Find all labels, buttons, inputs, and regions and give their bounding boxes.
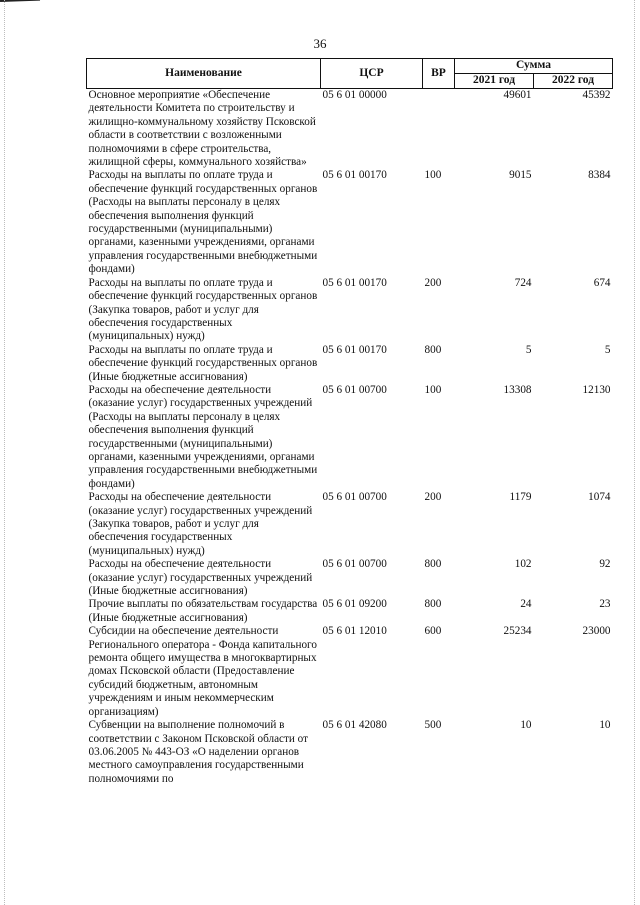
- header-sum: Сумма: [455, 59, 613, 74]
- row-name: Субвенции на выполнение полномочий в соответствии с Законом Псковской области от 03.06.2005 № 443-ОЗ «О наделении органов местного самоуправления государственными полномочиями по: [88, 719, 309, 785]
- scan-left-edge: [4, 0, 6, 905]
- row-vr: 500: [424, 719, 442, 732]
- header-year-2021: 2021 год: [455, 74, 534, 89]
- row-vr: 800: [424, 558, 442, 571]
- row-amount-2022: 674: [593, 276, 611, 289]
- table-row: [87, 89, 613, 170]
- header-csr: ЦСР: [321, 59, 423, 89]
- row-vr: [423, 89, 455, 170]
- row-csr: 05 6 01 00700: [322, 383, 387, 396]
- header-year-2022: 2022 год: [534, 74, 613, 89]
- row-vr: 600: [424, 625, 442, 638]
- table-row: [87, 169, 613, 276]
- row-amount-2022: 8384: [588, 169, 611, 182]
- row-amount-2022: 12130: [582, 383, 611, 396]
- row-csr: 05 6 01 00000: [322, 89, 387, 101]
- row-csr: 05 6 01 00170: [322, 169, 387, 182]
- row-amount-2022: 10: [599, 719, 611, 732]
- row-csr: 05 6 01 12010: [322, 625, 387, 638]
- row-amount-2021: 102: [514, 558, 532, 571]
- row-name: Расходы на выплаты по оплате труда и обеспечение функций государственных органов (Закупка товаров, работ и услуг для обеспечения государственных (муниципальных) нужд): [88, 276, 318, 343]
- page-number: 36: [313, 36, 327, 51]
- row-amount-2022: 23: [599, 598, 611, 611]
- row-amount-2021: 9015: [509, 169, 532, 182]
- scan-edge-mark: [0, 0, 40, 10]
- row-name: Субсидии на обеспечение деятельности Регионального оператора - Фонда капитального ремонта общего имущества в многоквартирных домах Псковской области (Предоставление субсидий бюджетным, автономным учреждениям и иным некоммерческим организациям): [88, 625, 317, 718]
- row-vr: 200: [424, 276, 442, 289]
- header-name: Наименование: [87, 59, 321, 89]
- row-name: Основное мероприятие «Обеспечение деятельности Комитета по строительству и жилищно-коммунальному хозяйству Псковской области в соответствии с возложенными полномочиями в сфере строительства, жилищной сферы, коммунального хозяйства»: [88, 89, 316, 169]
- row-name: Расходы на выплаты по оплате труда и обеспечение функций государственных органов (Расходы на выплаты персоналу в целях обеспечения выполнения функций государственными (муниципальными) органами, казенными учреждениями, органами управления государственными внебюджетными фондами): [88, 169, 318, 276]
- row-name: Расходы на обеспечение деятельности (оказание услуг) государственных учреждений (Иные бюджетные ассигнования): [88, 558, 313, 598]
- row-csr: 05 6 01 00170: [322, 343, 387, 356]
- header-vr: ВР: [423, 59, 455, 89]
- scan-right-edge: [634, 0, 636, 905]
- row-amount-2022: 5: [604, 343, 611, 356]
- row-csr: 05 6 01 00700: [322, 491, 387, 504]
- row-amount-2021: 25234: [503, 625, 532, 638]
- budget-table: [86, 58, 613, 786]
- row-vr: 100: [424, 169, 442, 182]
- row-amount-2021: 10: [520, 719, 532, 732]
- table-row: [87, 344, 613, 384]
- table-row: [87, 598, 613, 625]
- row-name: Расходы на обеспечение деятельности (оказание услуг) государственных учреждений (Закупка товаров, работ и услуг для обеспечения государственных (муниципальных) нужд): [88, 491, 313, 557]
- row-csr: 05 6 01 42080: [322, 719, 387, 732]
- table-row: [87, 491, 613, 558]
- row-amount-2021: 724: [514, 276, 532, 289]
- table-row: [87, 719, 613, 786]
- row-name: Расходы на выплаты по оплате труда и обеспечение функций государственных органов (Иные бюджетные ассигнования): [88, 343, 318, 383]
- row-amount-2021: 13308: [503, 383, 532, 396]
- row-name: Расходы на обеспечение деятельности (оказание услуг) государственных учреждений (Расходы на выплаты персоналу в целях обеспечения выполнения функций государственными (муниципальными) органами, казенными учреждениями, органами управления государственными внебюджетными фондами): [88, 383, 318, 490]
- table-row: [87, 558, 613, 598]
- row-amount-2022: 92: [599, 558, 611, 571]
- row-csr: 05 6 01 00700: [322, 558, 387, 571]
- table-row: [87, 384, 613, 491]
- table-row: [87, 277, 613, 344]
- row-vr: 200: [424, 491, 442, 504]
- table-body: [87, 89, 613, 787]
- row-csr: 05 6 01 09200: [322, 598, 387, 611]
- table-row: [87, 625, 613, 719]
- row-csr: 05 6 01 00170: [322, 276, 387, 289]
- row-amount-2022: 1074: [588, 491, 611, 504]
- row-name: Прочие выплаты по обязательствам государства (Иные бюджетные ассигнования): [88, 598, 318, 624]
- row-vr: 800: [424, 343, 442, 356]
- row-amount-2021: 24: [520, 598, 532, 611]
- table-header-row: [87, 59, 613, 74]
- row-amount-2021: 49601: [503, 89, 532, 101]
- row-amount-2022: 23000: [582, 625, 611, 638]
- row-amount-2021: 5: [525, 343, 532, 356]
- row-vr: 100: [424, 383, 442, 396]
- row-vr: 800: [424, 598, 442, 611]
- row-amount-2021: 1179: [509, 491, 532, 504]
- row-amount-2022: 45392: [582, 89, 611, 101]
